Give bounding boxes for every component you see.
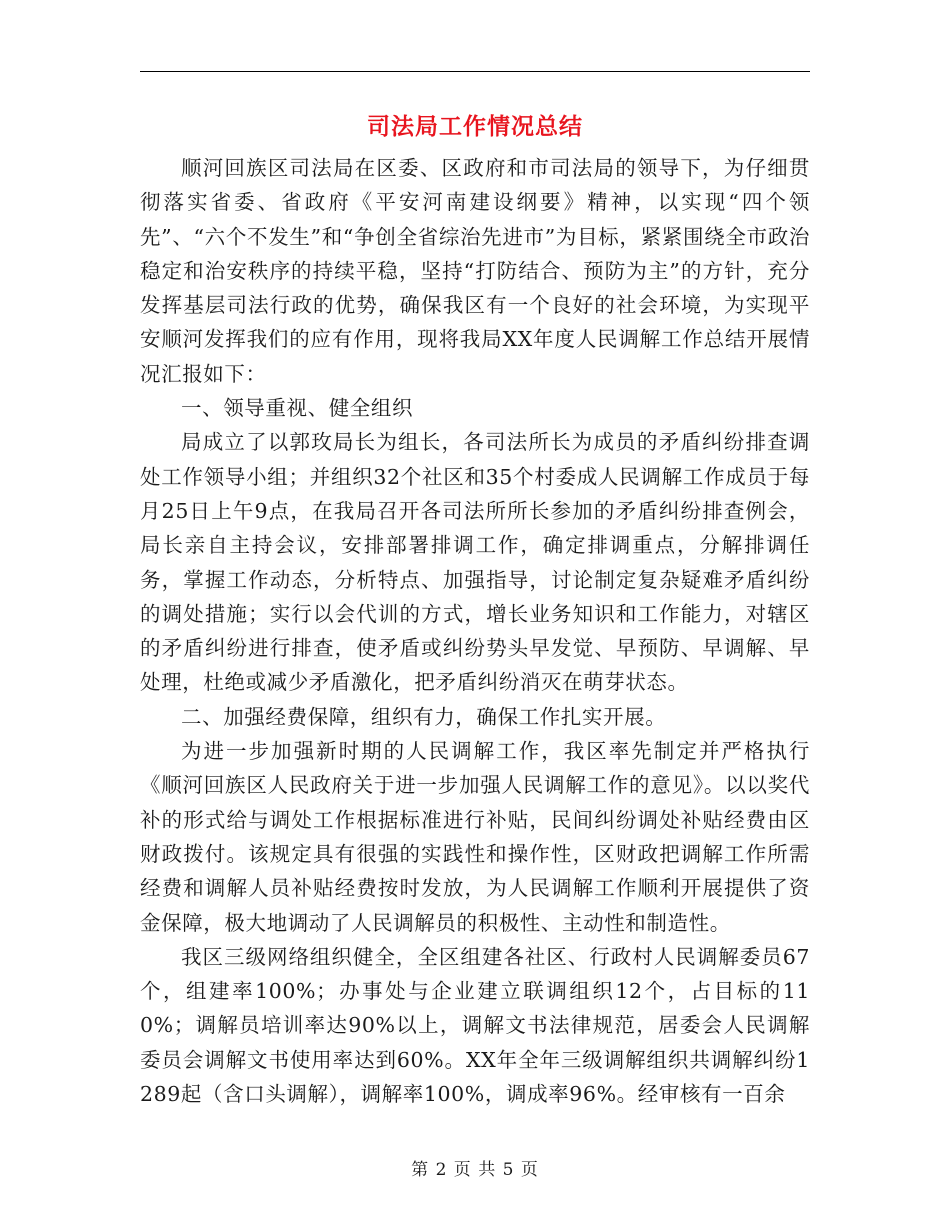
section-heading-2: 二、加强经费保障，组织有力，确保工作扎实开展。 [181, 704, 667, 729]
document-body [140, 151, 810, 1111]
paragraph-intro: 顺河回族区司法局在区委、区政府和市司法局的领导下，为仔细贯彻落实省委、省政府《平安河南建设纲要》精神，以实现“四个领先”、“六个不发生”和“争创全省综治先进市”为目标，紧紧围绕全市政治稳定和治安秩序的持续平稳，坚持“打防结合、预防为主”的方针，充分发挥基层司法行政的优势，确保我区有一个良好的社会环境，为实现平安顺河发挥我们的应有作用，现将我局XX年度人民调解工作总结开展情况汇报如下： [140, 156, 810, 386]
page-number-footer: 第 2 页 共 5 页 [411, 1160, 539, 1180]
document-title: 司法局工作情况总结 [367, 113, 583, 140]
header-rule [140, 71, 810, 72]
paragraph-section-1: 局成立了以郭玫局长为组长，各司法所长为成员的矛盾纠纷排查调处工作领导小组；并组织32个社区和35个村委成人民调解工作成员于每月25日上午9点，在我局召开各司法所所长参加的矛盾纠纷排查例会，局长亲自主持会议，安排部署排调工作，确定排调重点，分解排调任务，掌握工作动态，分析特点、加强指导，讨论制定复杂疑难矛盾纠纷的调处措施；实行以会代训的方式，增长业务知识和工作能力，对辖区的矛盾纠纷进行排查，使矛盾或纠纷势头早发觉、早预防、早调解、早处理，杜绝或减少矛盾激化，把矛盾纠纷消灭在萌芽状态。 [140, 430, 810, 695]
paragraph-network: 我区三级网络组织健全，全区组建各社区、行政村人民调解委员67个，组建率100%；办事处与企业建立联调组织12个，占目标的110%；调解员培训率达90%以上，调解文书法律规范，居委会人民调解委员会调解文书使用率达到60%。XX年全年三级调解组织共调解纠纷1289起（含口头调解），调解率100%，调成率96%。经审核有一百余 [140, 944, 810, 1107]
paragraph-section-2: 为进一步加强新时期的人民调解工作，我区率先制定并严格执行《顺河回族区人民政府关于进一步加强人民调解工作的意见》。以以奖代补的形式给与调处工作根据标准进行补贴，民间纠纷调处补贴经费由区财政拨付。该规定具有很强的实践性和操作性，区财政把调解工作所需经费和调解人员补贴经费按时发放，为人民调解工作顺利开展提供了资金保障，极大地调动了人民调解员的积极性、主动性和制造性。 [140, 739, 810, 935]
section-heading-1: 一、领导重视、健全组织 [181, 396, 414, 421]
